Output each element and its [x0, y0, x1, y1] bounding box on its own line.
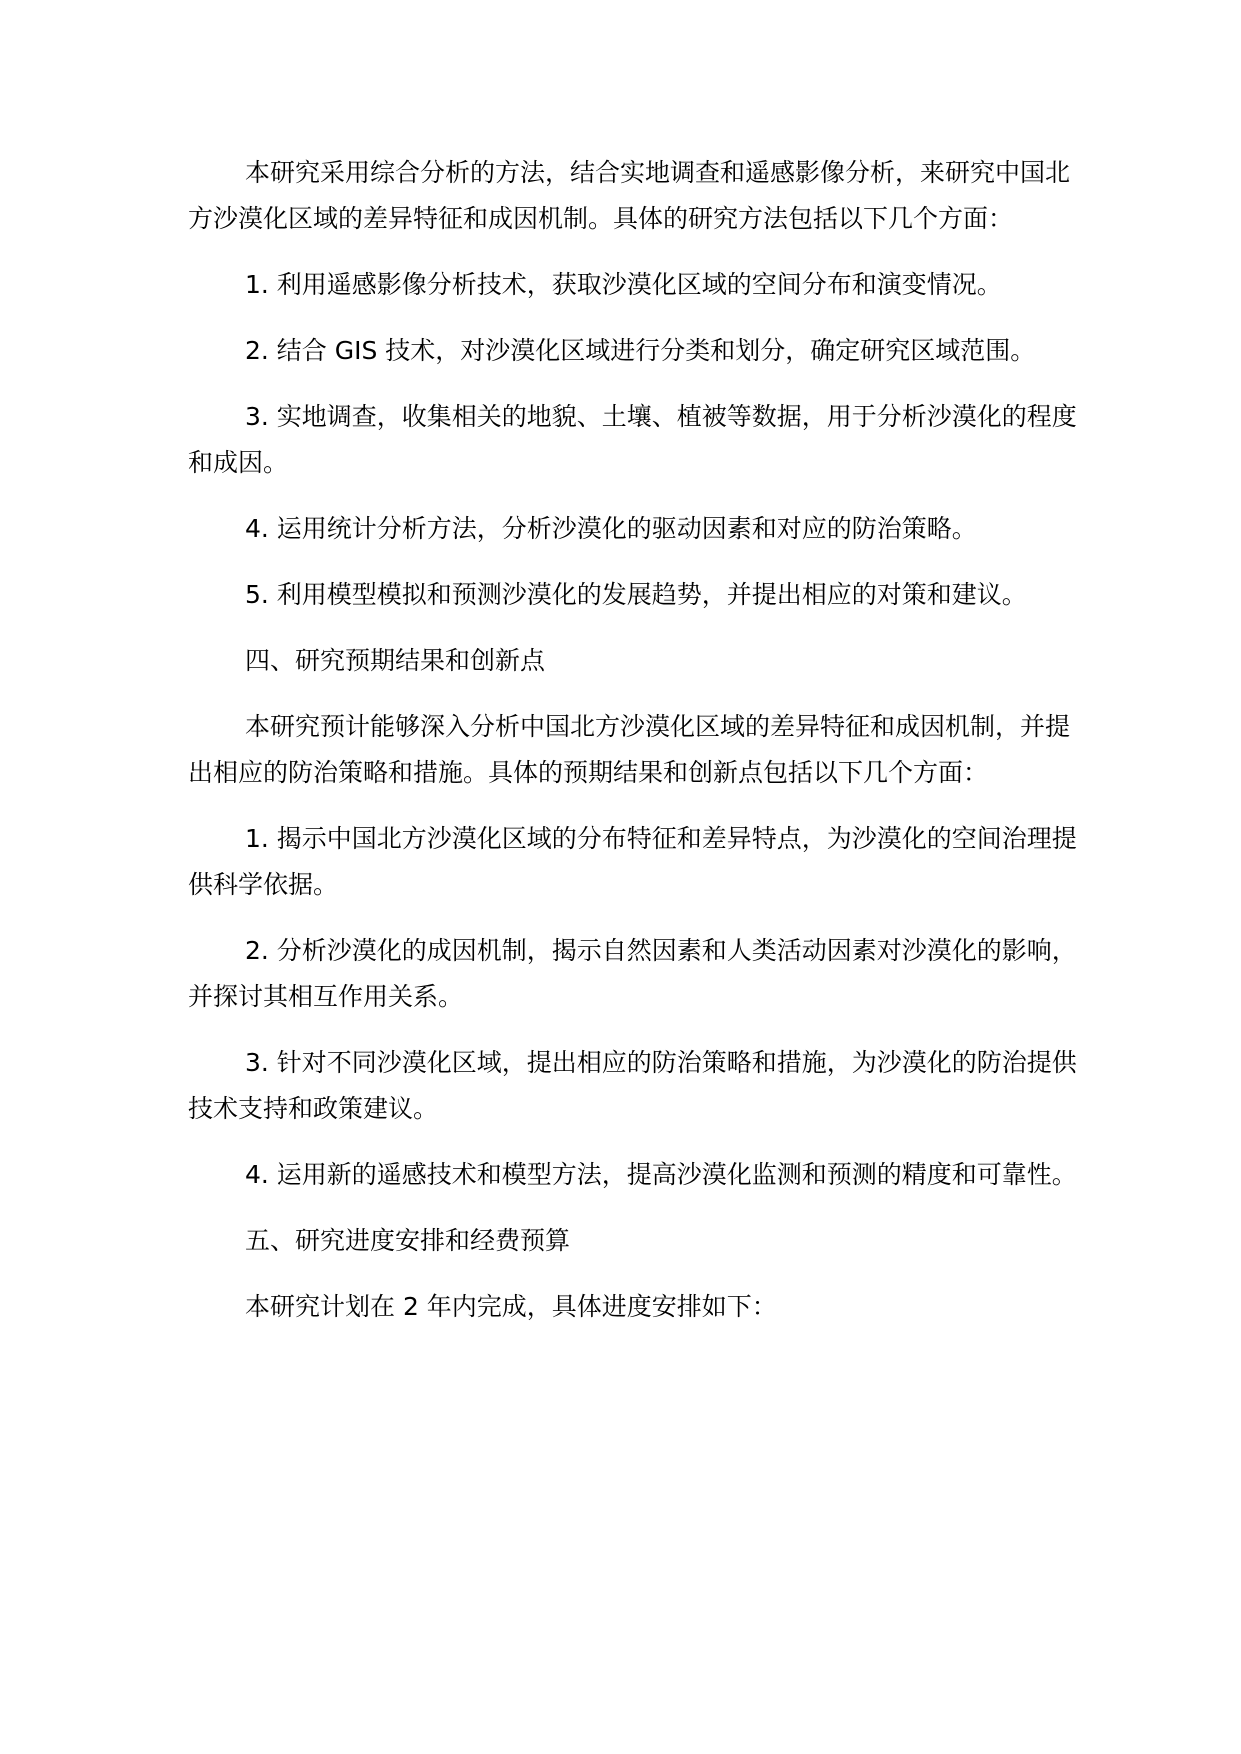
- paragraph-method-1: 1. 利用遥感影像分析技术，获取沙漠化区域的空间分布和演变情况。: [245, 270, 1002, 299]
- paragraph-method-3: 3. 实地调查，收集相关的地貌、土壤、植被等数据，用于分析沙漠化的程度和成因。: [188, 402, 1077, 477]
- document-page: [188, 150, 1088, 1350]
- paragraph-method-2: 2. 结合 GIS 技术，对沙漠化区域进行分类和划分，确定研究区域范围。: [245, 336, 1036, 365]
- paragraph-result-2: 2. 分析沙漠化的成因机制，揭示自然因素和人类活动因素对沙漠化的影响，并探讨其相互作用关系。: [188, 936, 1077, 1011]
- paragraph-result-1: 1. 揭示中国北方沙漠化区域的分布特征和差异特点，为沙漠化的空间治理提供科学依据。: [188, 824, 1077, 899]
- paragraph-method-4: 4. 运用统计分析方法，分析沙漠化的驱动因素和对应的防治策略。: [245, 514, 977, 543]
- paragraph-schedule-intro: 本研究计划在 2 年内完成，具体进度安排如下：: [245, 1292, 777, 1321]
- paragraph-methods-intro: 本研究采用综合分析的方法，结合实地调查和遥感影像分析，来研究中国北方沙漠化区域的差异特征和成因机制。具体的研究方法包括以下几个方面：: [188, 158, 1071, 233]
- section-heading-5: 五、研究进度安排和经费预算: [245, 1226, 571, 1255]
- paragraph-result-4: 4. 运用新的遥感技术和模型方法，提高沙漠化监测和预测的精度和可靠性。: [245, 1160, 1077, 1189]
- paragraph-method-5: 5. 利用模型模拟和预测沙漠化的发展趋势，并提出相应的对策和建议。: [245, 580, 1027, 609]
- paragraph-result-3: 3. 针对不同沙漠化区域，提出相应的防治策略和措施，为沙漠化的防治提供技术支持和政策建议。: [188, 1048, 1077, 1123]
- paragraph-results-intro: 本研究预计能够深入分析中国北方沙漠化区域的差异特征和成因机制，并提出相应的防治策略和措施。具体的预期结果和创新点包括以下几个方面：: [188, 712, 1071, 787]
- section-heading-4: 四、研究预期结果和创新点: [245, 646, 546, 675]
